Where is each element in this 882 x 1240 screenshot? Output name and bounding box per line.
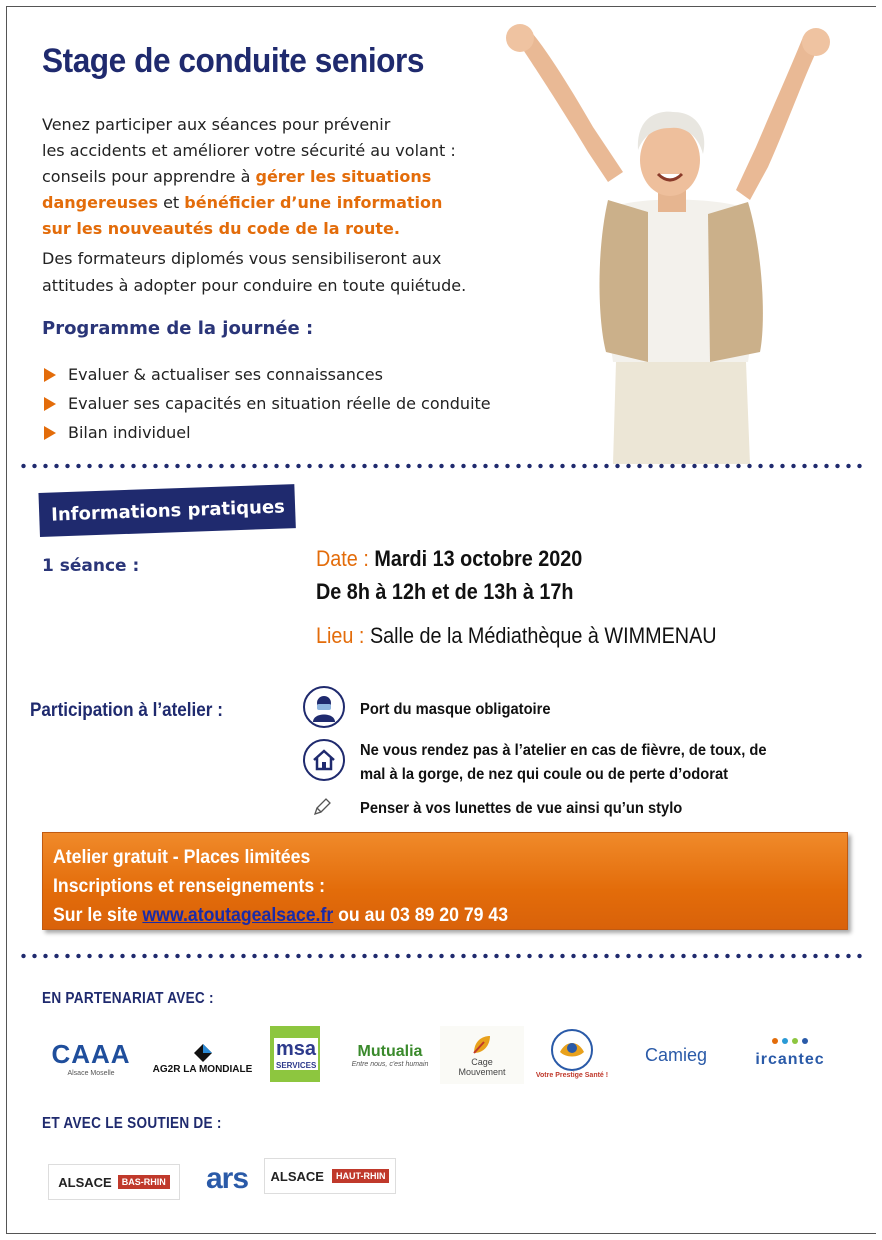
list-item: Evaluer ses capacités en situation réelle de conduite	[44, 389, 491, 418]
trainers-paragraph: Des formateurs diplomés vous sensibiliseront aux attitudes à adopter pour conduire en toute quiétude.	[42, 249, 467, 295]
face-mask-icon	[303, 686, 345, 728]
mutualia-logo: Mutualia Entre nous, c'est humain	[351, 1042, 429, 1068]
caisse-sante-logo: Votre Prestige Santé !	[530, 1018, 614, 1088]
location-line: Lieu : Salle de la Médiathèque à WIMMENAU	[316, 623, 717, 648]
symptoms-rule: Ne vous rendez pas à l’atelier en cas de fièvre, de toux, de mal à la gorge, de nez qui coule ou de perte d’odorat	[360, 742, 767, 783]
leaf-emblem-icon	[470, 1033, 494, 1057]
partners-title: EN PARTENARIAT AVEC :	[42, 990, 214, 1007]
ag2r-logo: AG2R LA MONDIALE	[150, 1036, 255, 1080]
website-link[interactable]: www.atoutagealsace.fr	[142, 905, 334, 926]
alsace-bas-rhin-logo: ALSACE BAS-RHIN	[48, 1164, 180, 1200]
cag-mouvement-logo: Cage Mouvement	[440, 1026, 524, 1084]
msa-logo: msa SERVICES	[270, 1026, 320, 1082]
bullet-arrow-icon	[44, 368, 56, 382]
home-icon	[303, 739, 345, 781]
mask-rule: Port du masque obligatoire	[360, 701, 551, 718]
senior-woman-photo	[498, 22, 843, 464]
registration-box: Atelier gratuit - Places limitées Inscriptions et renseignements : Sur le site www.atoutagealsace.fr ou au 03 89 20 79 43	[42, 832, 848, 930]
info-banner: Informations pratiques	[38, 484, 295, 537]
list-item: Bilan individuel	[44, 418, 491, 447]
ag2r-emblem-icon	[192, 1042, 214, 1064]
ars-logo: ars	[205, 1162, 249, 1195]
list-item: Evaluer & actualiser ses connaissances	[44, 360, 491, 389]
dotted-divider	[18, 953, 868, 959]
dotted-divider	[18, 463, 864, 469]
programme-list	[44, 360, 491, 447]
intro-paragraph: Venez participer aux séances pour prévenir les accidents et améliorer votre sécurité au volant : conseils pour apprendre à gérer les situations dangereuses et bénéficier d’une information sur les nouveautés du code de la route.	[42, 115, 456, 238]
programme-title: Programme de la journée :	[42, 318, 314, 339]
camieg-logo: Camieg	[644, 1044, 708, 1065]
globe-emblem-icon	[550, 1028, 594, 1072]
glasses-rule: Penser à vos lunettes de vue ainsi qu’un stylo	[360, 800, 683, 817]
date-block: Date : Mardi 13 octobre 2020 De 8h à 12h et de 13h à 17h	[316, 546, 583, 604]
caaa-logo: CAAA Alsace Moselle	[51, 1039, 131, 1077]
people-emblem-icon	[770, 1037, 810, 1051]
ircantec-logo: ircantec	[745, 1030, 835, 1076]
seance-label: 1 séance :	[42, 556, 140, 576]
support-title: ET AVEC LE SOUTIEN DE :	[42, 1115, 222, 1132]
alsace-haut-rhin-logo: ALSACE HAUT-RHIN	[264, 1158, 396, 1194]
bullet-arrow-icon	[44, 426, 56, 440]
page-title: Stage de conduite seniors	[42, 42, 424, 80]
bullet-arrow-icon	[44, 397, 56, 411]
participation-label: Participation à l’atelier :	[30, 700, 223, 721]
pencil-icon	[312, 797, 332, 817]
